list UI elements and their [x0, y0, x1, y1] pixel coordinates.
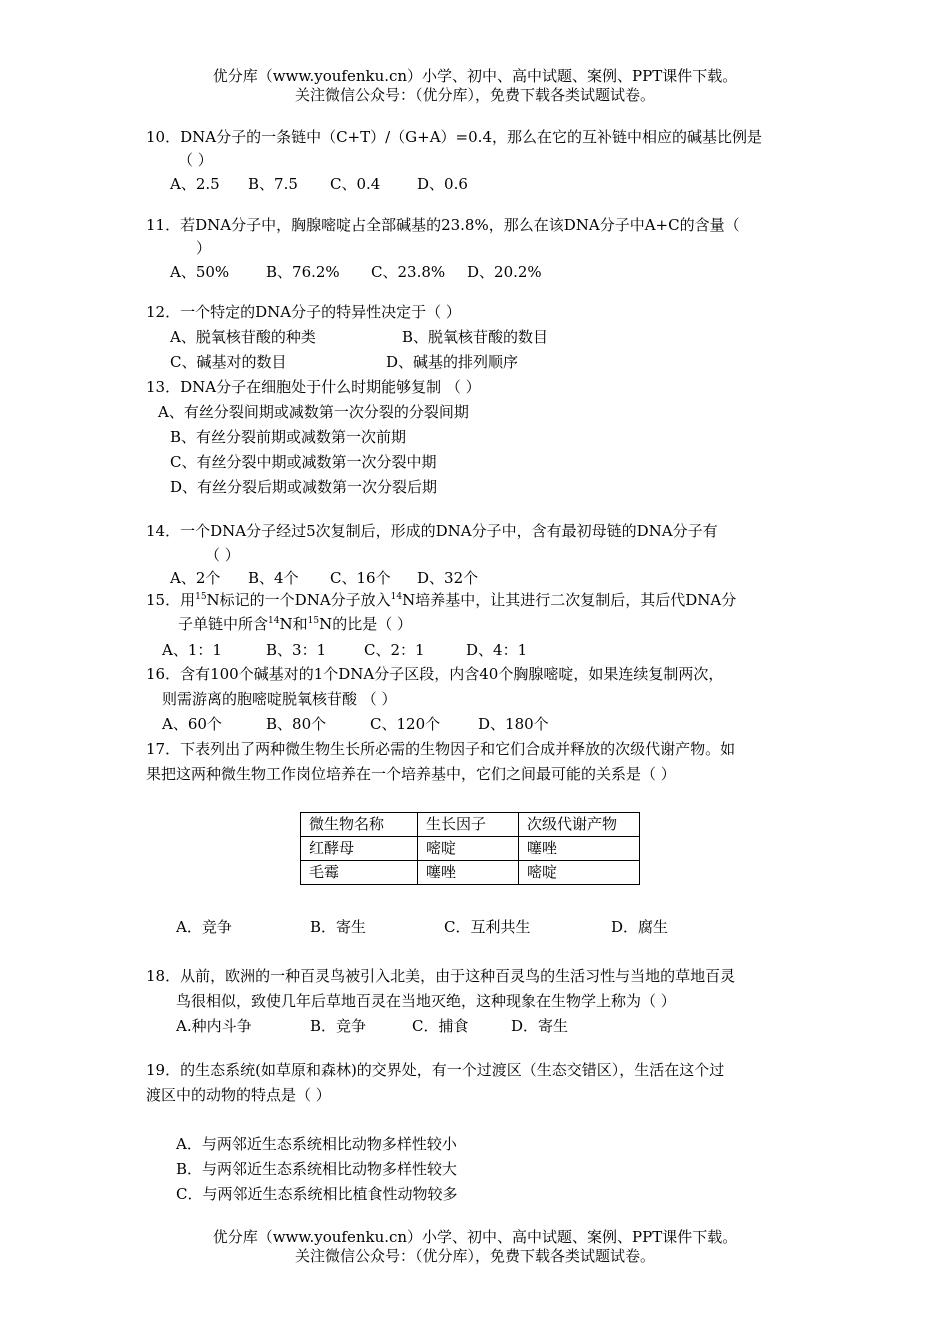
question-11-option-b: B、76.2%	[266, 263, 340, 281]
question-10-stem: 10．DNA分子的一条链中（C+T）/（G+A）=0.4，那么在它的互补链中相应的碱基比例是	[146, 128, 762, 146]
question-11-blank: ）	[196, 239, 212, 257]
question-15-option-a: A、1：1	[162, 641, 222, 659]
page-header-line-2: 关注微信公众号：（优分库），免费下载各类试题试卷。	[294, 86, 655, 104]
question-11-option-c: C、23.8%	[371, 263, 446, 281]
question-17-option-a: A．竞争	[176, 918, 232, 936]
question-13-option-b: B、有丝分裂前期或减数第一次前期	[170, 428, 407, 446]
question-19-stem-line-2: 渡区中的动物的特点是（ ）	[146, 1086, 331, 1104]
question-14-stem: 14．一个DNA分子经过5次复制后，形成的DNA分子中，含有最初母链的DNA分子有	[146, 522, 718, 540]
page-footer-line-2: 关注微信公众号：（优分库），免费下载各类试题试卷。	[294, 1247, 655, 1265]
table-header-cell: 微生物名称	[301, 813, 418, 837]
table-header-row	[301, 813, 640, 837]
question-10-option-b: B、7.5	[248, 175, 298, 193]
question-18-option-a: A.种内斗争	[176, 1017, 252, 1035]
question-18-option-c: C．捕食	[412, 1017, 469, 1035]
question-15-option-b: B、3：1	[266, 641, 327, 659]
question-16-stem-line-2: 则需游离的胞嘧啶脱氧核苷酸 （ ）	[162, 690, 397, 708]
question-19-stem: 19．的生态系统(如草原和森林)的交界处，有一个过渡区（生态交错区），生活在这个过	[146, 1061, 725, 1079]
question-13-option-c: C、有丝分裂中期或减数第一次分裂中期	[170, 453, 437, 471]
question-11-option-d: D、20.2%	[467, 263, 542, 281]
microbe-table	[300, 812, 640, 885]
table-cell: 毛霉	[301, 861, 418, 885]
question-11-stem: 11．若DNA分子中，胸腺嘧啶占全部碱基的23.8%，那么在该DNA分子中A+C的含量（	[146, 216, 740, 234]
question-17-option-b: B．寄生	[310, 918, 367, 936]
question-17-stem-line-2: 果把这两种微生物工作岗位培养在一个培养基中，它们之间最可能的关系是（ ）	[146, 765, 676, 783]
question-12-stem: 12．一个特定的DNA分子的特异性决定于（ ）	[146, 303, 461, 321]
question-12-option-c: C、碱基对的数目	[170, 353, 287, 371]
question-15-stem: 15．用$^{15}$N标记的一个DNA分子放入$^{14}$N培养基中，让其进行二次复制后，其后代DNA分	[146, 591, 737, 609]
question-15-option-d: D、4：1	[466, 641, 528, 659]
question-11-option-a: A、50%	[170, 263, 230, 281]
question-16-option-b: B、80个	[266, 715, 327, 733]
question-19-option-b: B．与两邻近生态系统相比动物多样性较大	[176, 1160, 458, 1178]
question-14-option-a: A、2个	[170, 569, 221, 587]
table-header-cell: 生长因子	[418, 813, 519, 837]
question-17-option-d: D．腐生	[611, 918, 669, 936]
question-18-option-d: D．寄生	[511, 1017, 569, 1035]
question-17-stem: 17．下表列出了两种微生物生长所必需的生物因子和它们合成并释放的次级代谢产物。如	[146, 740, 736, 758]
question-10-blank: （ ）	[178, 151, 213, 169]
question-13-stem: 13．DNA分子在细胞处于什么时期能够复制 （ ）	[146, 378, 481, 396]
table-cell: 噻唑	[418, 861, 519, 885]
question-12-option-b: B、脱氧核苷酸的数目	[402, 328, 549, 346]
question-13-option-a: A、有丝分裂间期或减数第一次分裂的分裂间期	[158, 403, 469, 421]
question-12-option-a: A、脱氧核苷酸的种类	[170, 328, 316, 346]
table-row	[301, 861, 640, 885]
question-16-option-a: A、60个	[162, 715, 222, 733]
question-12-option-d: D、碱基的排列顺序	[386, 353, 519, 371]
page-header-line-1: 优分库（www.youfenku.cn）小学、初中、高中试题、案例、PPT课件下载。	[212, 67, 738, 85]
question-18-stem-line-2: 鸟很相似，致使几年后草地百灵在当地灭绝，这种现象在生物学上称为（ ）	[176, 992, 676, 1010]
page-footer-line-1: 优分库（www.youfenku.cn）小学、初中、高中试题、案例、PPT课件下载。	[212, 1228, 738, 1246]
question-19-option-c: C．与两邻近生态系统相比植食性动物较多	[176, 1185, 458, 1203]
table-row	[301, 837, 640, 861]
question-18-stem: 18．从前，欧洲的一种百灵鸟被引入北美，由于这种百灵鸟的生活习性与当地的草地百灵	[146, 967, 736, 985]
question-10-option-a: A、2.5	[170, 175, 220, 193]
question-17-option-c: C．互利共生	[444, 918, 531, 936]
question-14-option-d: D、32个	[417, 569, 479, 587]
question-14-option-c: C、16个	[330, 569, 391, 587]
table-cell: 嘧啶	[519, 861, 640, 885]
question-18-option-b: B．竞争	[310, 1017, 367, 1035]
question-10-option-d: D、0.6	[417, 175, 468, 193]
table-cell: 红酵母	[301, 837, 418, 861]
question-14-option-b: B、4个	[248, 569, 299, 587]
question-19-option-a: A．与两邻近生态系统相比动物多样性较小	[176, 1135, 457, 1153]
question-14-blank: （ ）	[205, 546, 240, 564]
table-cell: 嘧啶	[418, 837, 519, 861]
table-cell: 噻唑	[519, 837, 640, 861]
question-15-stem-line-2: 子单链中所含$^{14}$N和$^{15}$N的比是（ ）	[178, 615, 412, 633]
question-16-stem: 16．含有100个碱基对的1个DNA分子区段，内含40个胸腺嘧啶，如果连续复制两次，	[146, 665, 724, 683]
question-16-option-c: C、120个	[370, 715, 441, 733]
question-13-option-d: D、有丝分裂后期或减数第一次分裂后期	[170, 478, 438, 496]
table-header-cell: 次级代谢产物	[519, 813, 640, 837]
question-16-option-d: D、180个	[478, 715, 549, 733]
question-15-option-c: C、2：1	[364, 641, 425, 659]
question-10-option-c: C、0.4	[330, 175, 381, 193]
